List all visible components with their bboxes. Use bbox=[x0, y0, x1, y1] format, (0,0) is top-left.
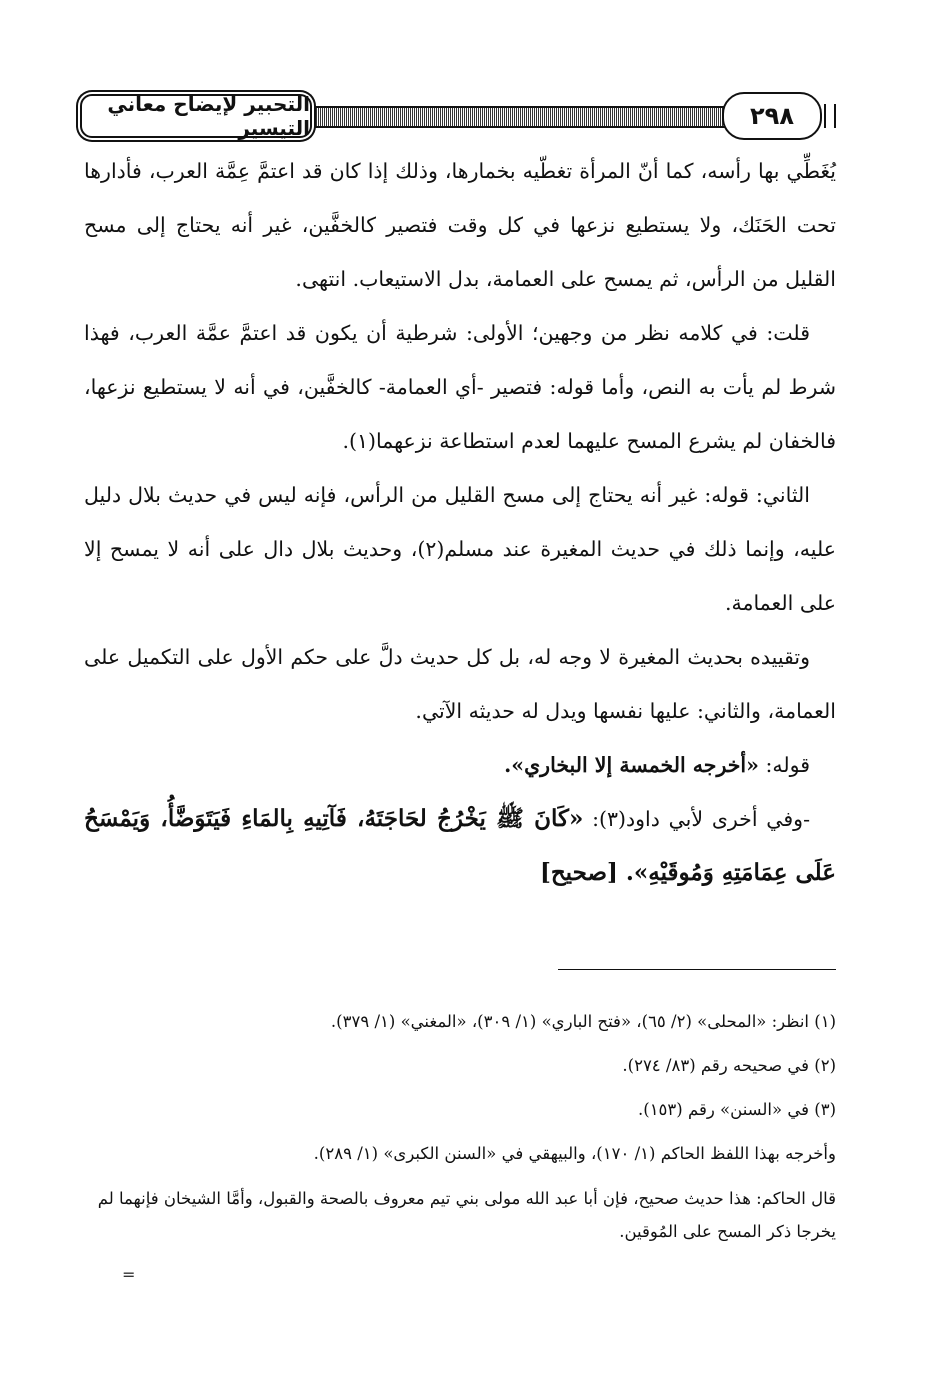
header-end-ornament bbox=[824, 104, 836, 128]
footnote-3: (٣) في «السنن» رقم (١٥٣). bbox=[638, 1100, 836, 1119]
paragraph-4: وتقييده بحديث المغيرة لا وجه له، بل كل حديث دلَّ على حكم الأول على التكميل على العمامة، والثاني: عليها نفسها ويدل له حديثه الآتي. bbox=[84, 645, 836, 723]
footnote-3-continued: وأخرجه بهذا اللفظ الحاكم (١/ ١٧٠)، والبيهقي في «السنن الكبرى» (١/ ٢٨٩). bbox=[313, 1144, 836, 1163]
footnote-2: (٢) في صحيحه رقم (٨٣/ ٢٧٤). bbox=[622, 1056, 836, 1075]
hadith-grade: [صحيح] bbox=[539, 859, 626, 886]
paragraph-1: يُغَطِّي بها رأسه، كما أنّ المرأة تغطّيه بخمارها، وذلك إذا كان قد اعتمَّ عِمَّة العرب، فأدارها تحت الحَنَك، ولا يستطيع نزعها في كل وقت فتصير كالخفَّين، غير أنه يحتاج إلى مسح القليل من الرأس، ثم يمسح على العمامة، بدل الاستيعاب. انتهى. bbox=[84, 159, 836, 291]
book-title: التحبير لإيضاح معاني التيسير bbox=[80, 94, 312, 138]
footnote-1: (١) انظر: «المحلى» (٢/ ٦٥)، «فتح الباري» (١/ ٣٠٩)، «المغني» (١/ ٣٧٩). bbox=[330, 1012, 836, 1031]
quote-intro: قوله: bbox=[758, 753, 810, 777]
footnotes bbox=[84, 1000, 836, 1248]
narration-intro: -وفي أخرى لأبي داود(٣): bbox=[583, 807, 811, 831]
paragraph-6 bbox=[84, 792, 836, 900]
paragraph-3: الثاني: قوله: غير أنه يحتاج إلى مسح القليل من الرأس، فإنه ليس في حديث بلال دليل عليه، وإنما ذلك في حديث المغيرة عند مسلم(٢)، وحديث بلال دال على أنه لا يمسح إلا على العمامة. bbox=[84, 483, 836, 615]
continuation-mark: = bbox=[122, 1265, 136, 1284]
main-text bbox=[84, 144, 836, 900]
header-ornament-bar bbox=[250, 106, 766, 128]
hadith-text: «كَانَ ﷺ يَخْرُجُ لحَاجَتَهُ، فَآتِيهِ بِالمَاءِ فَيَتَوَضَّأُ، وَيَمْسَحُ عَلَى عِمَامَتِهِ وَمُوقَيْهِ». bbox=[84, 805, 836, 886]
quoted-source: «أخرجه الخمسة إلا البخاري». bbox=[504, 753, 759, 777]
paragraph-2: قلت: في كلامه نظر من وجهين؛ الأولى: شرطية أن يكون قد اعتمَّ عمَّة العرب، فهذا شرط لم يأت به النص، وأما قوله: فتصير -أي العمامة- كالخفَّين، في أنه لا يستطيع نزعها، فالخفان لم يشرع المسح عليهما لعدم استطاعة نزعهما(١). bbox=[84, 321, 836, 453]
page-number: ٢٩٨ bbox=[722, 92, 822, 140]
paragraph-5 bbox=[84, 738, 836, 792]
footnote-separator bbox=[558, 969, 836, 970]
footnote-3-hakim-note: قال الحاكم: هذا حديث صحيح، فإن أبا عبد الله مولى بني تيم معروف بالصحة والقبول، وأمَّا الشيخان فإنهما لم يخرجا ذكر المسح على المُوقين. bbox=[97, 1189, 836, 1241]
page-header bbox=[80, 92, 836, 144]
